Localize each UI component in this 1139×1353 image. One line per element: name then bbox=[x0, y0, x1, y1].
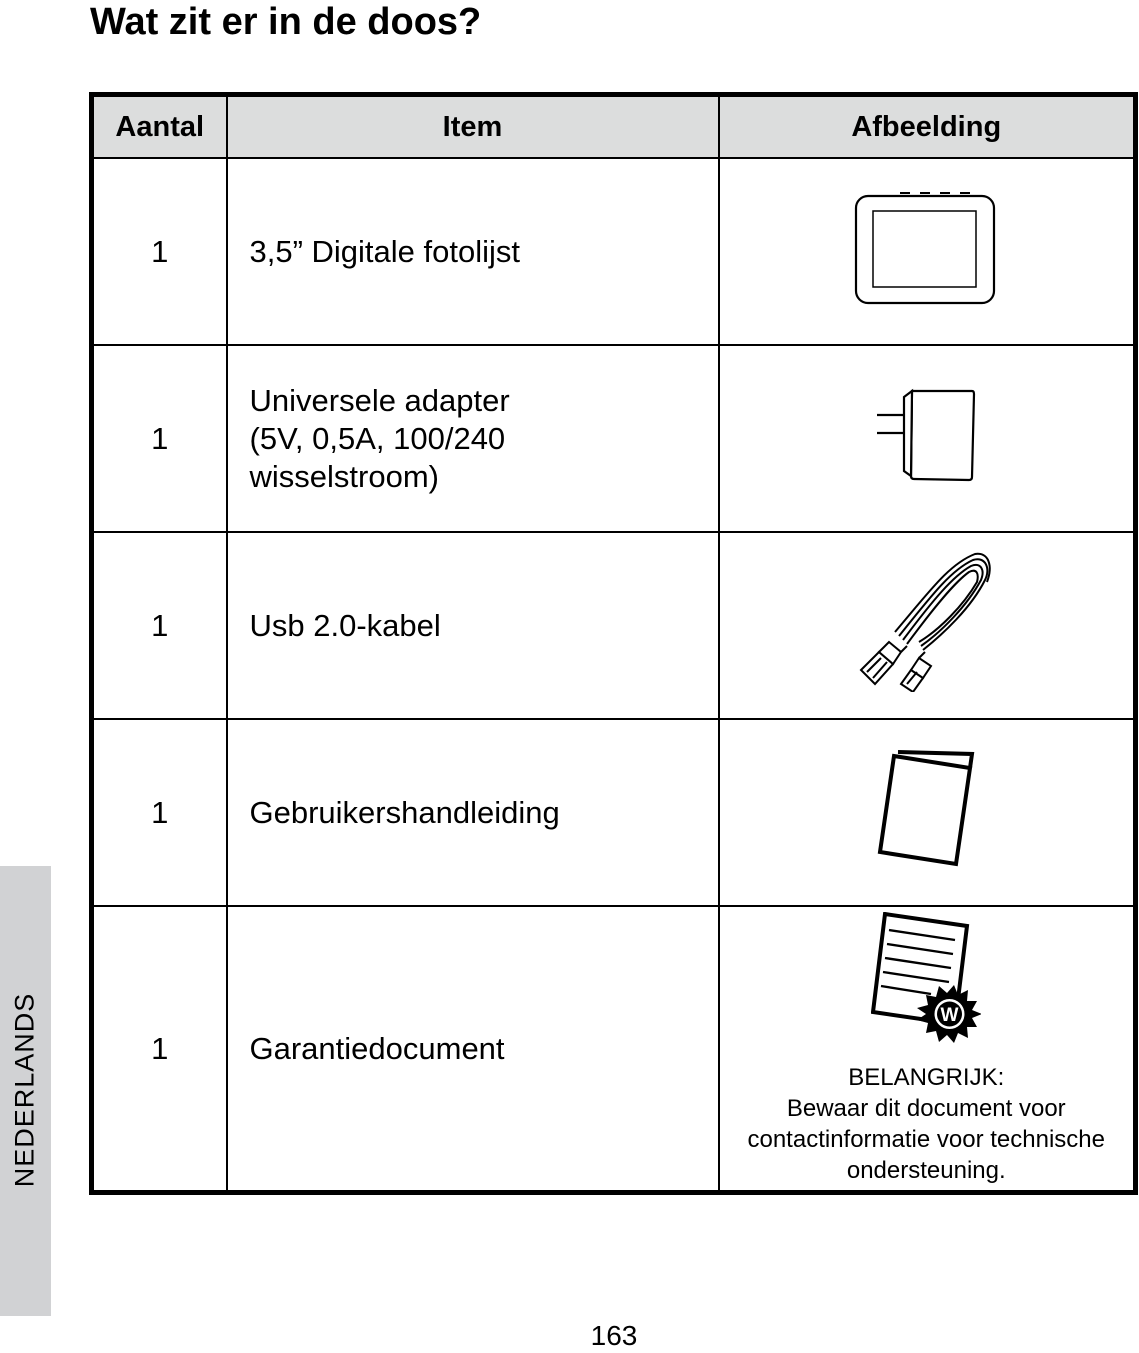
quantity-cell: 1 bbox=[92, 158, 227, 345]
image-cell bbox=[719, 719, 1136, 906]
item-cell bbox=[227, 158, 719, 345]
item-line: Garantiedocument bbox=[249, 1030, 505, 1066]
table-row bbox=[92, 906, 1136, 1193]
item-line: (5V, 0,5A, 100/240 bbox=[249, 420, 506, 456]
item-cell bbox=[227, 532, 719, 719]
image-cell bbox=[719, 906, 1136, 1193]
page-title: Wat zit er in de doos? bbox=[90, 1, 482, 43]
quantity-cell: 1 bbox=[92, 345, 227, 532]
language-side-tab-label: NEDERLANDS bbox=[9, 992, 40, 1188]
quantity-cell: 1 bbox=[92, 906, 227, 1193]
quantity-cell: 1 bbox=[92, 532, 227, 719]
power-adapter-icon bbox=[874, 385, 978, 485]
warranty-badge-letter: W bbox=[940, 1004, 959, 1026]
user-manual-icon bbox=[876, 750, 976, 868]
warranty-document-icon bbox=[871, 912, 981, 1048]
box-contents-table bbox=[89, 92, 1138, 1195]
item-line: 3,5” Digitale fotolijst bbox=[249, 233, 521, 269]
table-row bbox=[92, 532, 1136, 719]
warranty-note-line: ondersteuning. bbox=[846, 1156, 1006, 1184]
header-item: Item bbox=[227, 95, 719, 159]
table-header-row bbox=[92, 95, 1136, 159]
item-line: Gebruikershandleiding bbox=[249, 794, 560, 830]
page-number: 163 bbox=[590, 1320, 638, 1351]
item-cell bbox=[227, 719, 719, 906]
quantity-cell: 1 bbox=[92, 719, 227, 906]
header-image: Afbeelding bbox=[719, 95, 1136, 159]
image-cell bbox=[719, 158, 1136, 345]
table-row bbox=[92, 719, 1136, 906]
usb-cable-icon bbox=[859, 552, 993, 692]
item-line: Universele adapter bbox=[249, 382, 510, 418]
image-cell bbox=[719, 345, 1136, 532]
table-row bbox=[92, 345, 1136, 532]
item-line: wisselstroom) bbox=[249, 458, 439, 494]
item-line: Usb 2.0-kabel bbox=[249, 607, 441, 643]
warranty-note-line: contactinformatie voor technische bbox=[747, 1125, 1105, 1153]
header-quantity: Aantal bbox=[92, 95, 227, 159]
image-cell bbox=[719, 532, 1136, 719]
warranty-note-line: Bewaar dit document voor bbox=[786, 1094, 1066, 1122]
warranty-note bbox=[720, 1062, 1134, 1186]
item-cell bbox=[227, 906, 719, 1193]
warranty-note-line: BELANGRIJK: bbox=[848, 1063, 1005, 1091]
item-cell bbox=[227, 345, 719, 532]
table-row bbox=[92, 158, 1136, 345]
photo-frame-icon bbox=[854, 189, 998, 307]
